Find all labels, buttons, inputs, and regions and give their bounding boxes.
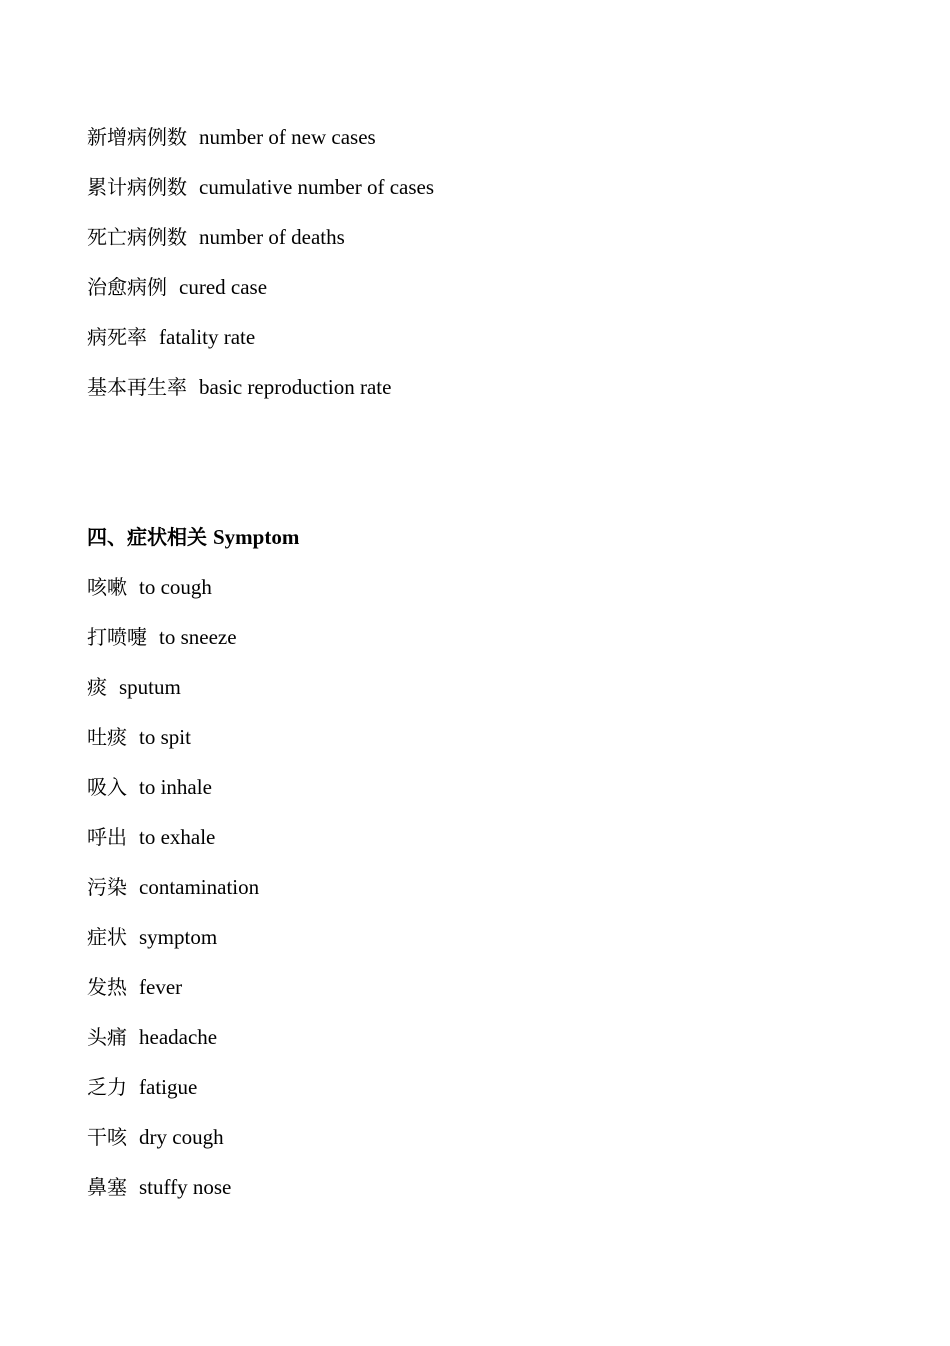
term-row bbox=[87, 170, 907, 220]
term-chinese: 呼出 bbox=[87, 825, 127, 849]
term-english: number of new cases bbox=[199, 125, 376, 149]
term-english: cured case bbox=[179, 275, 268, 299]
term-chinese: 治愈病例 bbox=[87, 275, 167, 299]
section-heading-chinese: 四、症状相关 bbox=[87, 525, 207, 549]
term-english: number of deaths bbox=[199, 225, 345, 249]
section-heading-english: Symptom bbox=[213, 525, 300, 549]
term-chinese: 头痛 bbox=[87, 1025, 127, 1049]
term-row bbox=[87, 620, 907, 670]
term-chinese: 乏力 bbox=[87, 1075, 127, 1099]
term-chinese: 死亡病例数 bbox=[87, 225, 187, 249]
term-english: stuffy nose bbox=[139, 1175, 232, 1199]
term-english: contamination bbox=[139, 875, 260, 899]
term-chinese: 发热 bbox=[87, 975, 127, 999]
term-row bbox=[87, 1120, 907, 1170]
term-row bbox=[87, 320, 907, 370]
term-chinese: 污染 bbox=[87, 875, 127, 899]
term-row bbox=[87, 670, 907, 720]
term-english: dry cough bbox=[139, 1125, 224, 1149]
term-row bbox=[87, 220, 907, 270]
term-english: to spit bbox=[139, 725, 191, 749]
term-chinese: 基本再生率 bbox=[87, 375, 187, 399]
section-heading bbox=[87, 520, 907, 570]
term-english: to cough bbox=[139, 575, 212, 599]
term-row bbox=[87, 120, 907, 170]
term-row bbox=[87, 720, 907, 770]
epidemic-statistics-terms bbox=[87, 120, 907, 420]
term-chinese: 病死率 bbox=[87, 325, 147, 349]
term-english: fatality rate bbox=[159, 325, 256, 349]
term-chinese: 痰 bbox=[87, 675, 107, 699]
term-english: to sneeze bbox=[159, 625, 237, 649]
term-english: cumulative number of cases bbox=[199, 175, 434, 199]
term-english: fatigue bbox=[139, 1075, 198, 1099]
term-row bbox=[87, 1020, 907, 1070]
term-row bbox=[87, 270, 907, 320]
term-chinese: 咳嗽 bbox=[87, 575, 127, 599]
term-chinese: 累计病例数 bbox=[87, 175, 187, 199]
term-english: headache bbox=[139, 1025, 218, 1049]
term-row bbox=[87, 570, 907, 620]
term-english: to inhale bbox=[139, 775, 212, 799]
term-row bbox=[87, 770, 907, 820]
term-row bbox=[87, 1170, 907, 1220]
term-chinese: 吸入 bbox=[87, 775, 127, 799]
term-row bbox=[87, 370, 907, 420]
term-english: basic reproduction rate bbox=[199, 375, 392, 399]
term-row bbox=[87, 970, 907, 1020]
term-chinese: 症状 bbox=[87, 925, 127, 949]
term-english: to exhale bbox=[139, 825, 216, 849]
term-english: symptom bbox=[139, 925, 218, 949]
term-chinese: 新增病例数 bbox=[87, 125, 187, 149]
term-chinese: 鼻塞 bbox=[87, 1175, 127, 1199]
term-english: sputum bbox=[119, 675, 181, 699]
symptom-section bbox=[87, 520, 907, 1220]
term-row bbox=[87, 1070, 907, 1120]
term-chinese: 干咳 bbox=[87, 1125, 127, 1149]
term-english: fever bbox=[139, 975, 183, 999]
term-row bbox=[87, 870, 907, 920]
term-row bbox=[87, 920, 907, 970]
term-row bbox=[87, 820, 907, 870]
term-chinese: 吐痰 bbox=[87, 725, 127, 749]
term-chinese: 打喷嚏 bbox=[87, 625, 147, 649]
